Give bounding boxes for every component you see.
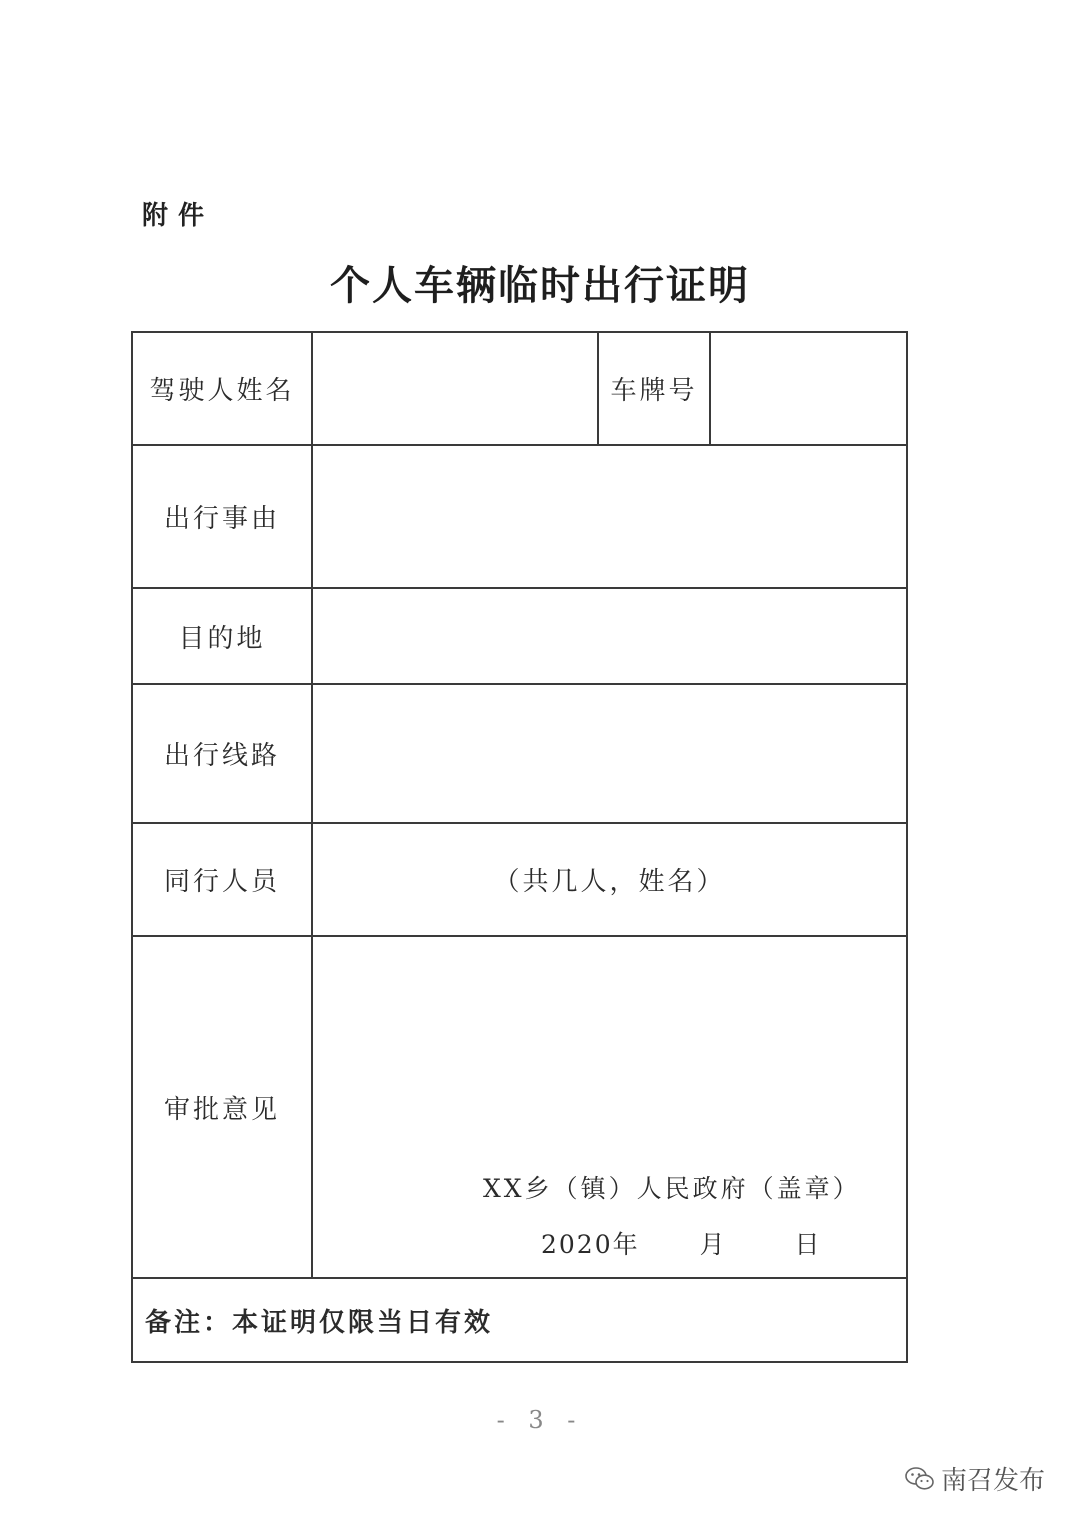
plate-number-label: 车牌号 xyxy=(598,332,710,445)
driver-name-field[interactable] xyxy=(312,332,598,445)
row-driver xyxy=(132,332,907,445)
row-route xyxy=(132,684,907,823)
attachment-label: 附件 xyxy=(142,201,215,231)
driver-name-label: 驾驶人姓名 xyxy=(132,332,312,445)
companions-field[interactable]: （共几人，姓名） xyxy=(312,823,907,936)
destination-field[interactable] xyxy=(312,588,907,684)
companions-label: 同行人员 xyxy=(132,823,312,936)
date-month: 月 xyxy=(699,1230,725,1259)
approval-label: 审批意见 xyxy=(132,936,312,1278)
row-destination xyxy=(132,588,907,684)
date-year: 2020年 xyxy=(541,1230,640,1259)
approval-field[interactable] xyxy=(312,936,907,1278)
travel-reason-label: 出行事由 xyxy=(132,445,312,588)
watermark xyxy=(905,1460,1045,1497)
travel-route-label: 出行线路 xyxy=(132,684,312,823)
plate-number-field[interactable] xyxy=(710,332,907,445)
travel-reason-field[interactable] xyxy=(312,445,907,588)
approval-date xyxy=(541,1225,820,1261)
row-remark xyxy=(132,1278,907,1362)
approval-stamp-text: XX乡（镇）人民政府（盖章） xyxy=(483,1174,861,1203)
document-title: 个人车辆临时出行证明 xyxy=(330,262,750,309)
watermark-text: 南召发布 xyxy=(941,1466,1046,1496)
travel-certificate-form xyxy=(131,331,908,1363)
destination-label: 目的地 xyxy=(132,588,312,684)
row-approval xyxy=(132,936,907,1278)
row-companions xyxy=(132,823,907,936)
remark-text: 备注：本证明仅限当日有效 xyxy=(132,1278,907,1362)
wechat-icon xyxy=(905,1466,935,1492)
page-number: - 3 - xyxy=(496,1406,584,1434)
travel-route-field[interactable] xyxy=(312,684,907,823)
row-reason xyxy=(132,445,907,588)
date-day: 日 xyxy=(794,1230,820,1259)
